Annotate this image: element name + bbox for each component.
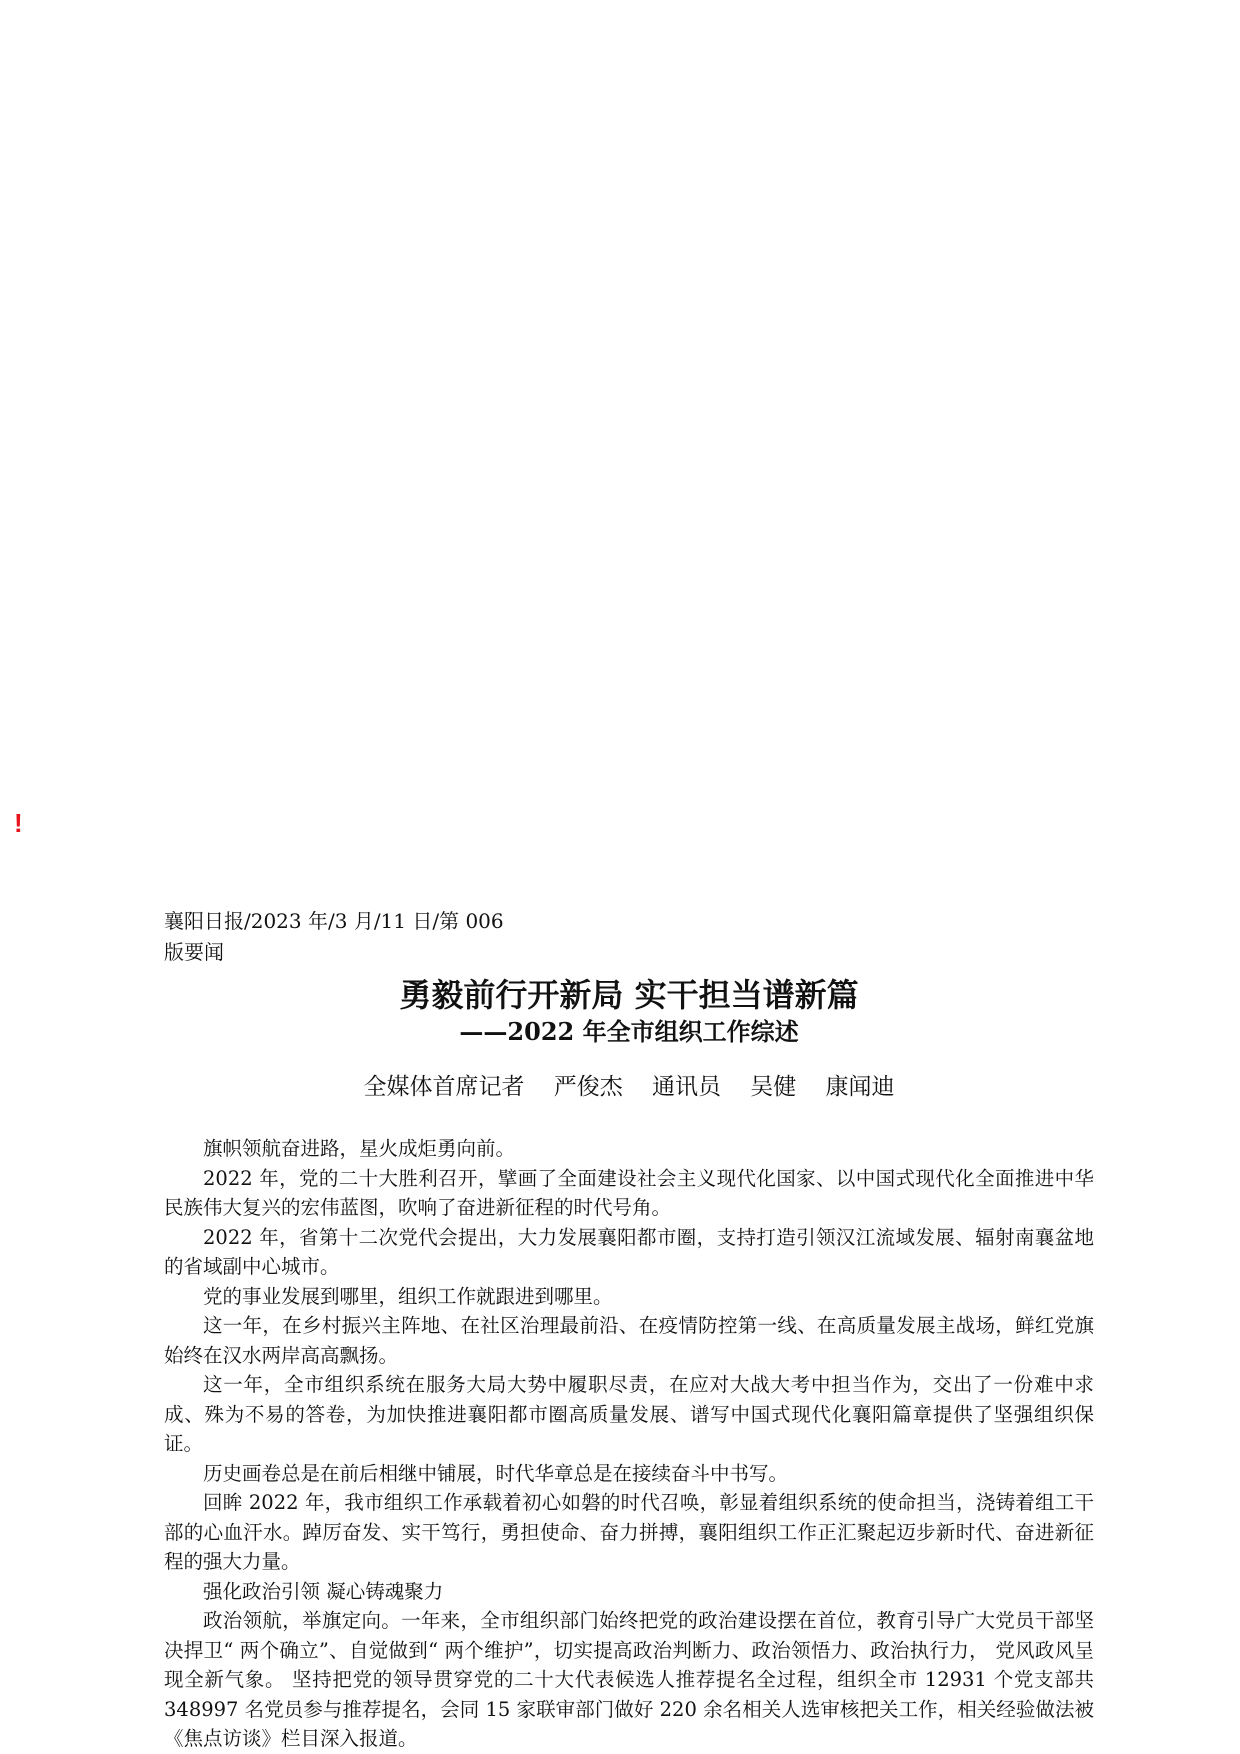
body-paragraph: 旗帜领航奋进路，星火成炬勇向前。 bbox=[203, 1137, 516, 1160]
source-line-continued: 版要闻 bbox=[164, 940, 224, 964]
body-paragraph: 2022 年，省第十二次党代会提出，大力发展襄阳都市圈，支持打造引领汉江流域发展、辐射南襄盆地的省域副中心城市。 bbox=[164, 1225, 1094, 1278]
body-paragraph: 回眸 2022 年，我市组织工作承载着初心如磐的时代召唤，彰显着组织系统的使命担当，浇铸着组工干部的心血汗水。踔厉奋发、实干笃行，勇担使命、奋力拼搏，襄阳组织工作正汇聚起迈步新时代、奋进新征程的强大力量。 bbox=[164, 1491, 1094, 1573]
section-heading: 强化政治引领 凝心铸魂聚力 bbox=[203, 1579, 444, 1603]
warning-mark: ! bbox=[14, 808, 23, 838]
article-body bbox=[164, 1134, 1094, 1754]
body-paragraph: 政治领航，举旗定向。一年来，全市组织部门始终把党的政治建设摆在首位，教育引导广大党员干部坚决捍卫“ 两个确立”、自觉做到“ 两个维护”，切实提高政治判断力、政治领悟力、政治执行力， 党风政风呈现全新气象。 坚持把党的领导贯穿党的二十大代表候选人推荐提名全过程，组织全市 12931 个党支部共 348997 名党员参与推荐提名，会同 15 家联审部门做好 220 余名相关人选审核把关工作，相关经验做法被《焦点访谈》栏目深入报道。 bbox=[164, 1609, 1094, 1750]
body-paragraph: 2022 年，党的二十大胜利召开，擘画了全面建设社会主义现代化国家、以中国式现代化全面推进中华民族伟大复兴的宏伟蓝图，吹响了奋进新征程的时代号角。 bbox=[164, 1166, 1094, 1219]
byline: 全媒体首席记者 严俊杰 通讯员 吴健 康闻迪 bbox=[363, 1074, 895, 1100]
body-paragraph: 历史画卷总是在前后相继中铺展，时代华章总是在接续奋斗中书写。 bbox=[203, 1461, 789, 1485]
body-paragraph: 这一年，全市组织系统在服务大局大势中履职尽责，在应对大战大考中担当作为，交出了一份难中求成、殊为不易的答卷，为加快推进襄阳都市圈高质量发展、谱写中国式现代化襄阳篇章提供了坚强组织保证。 bbox=[164, 1373, 1094, 1455]
body-paragraph: 这一年，在乡村振兴主阵地、在社区治理最前沿、在疫情防控第一线、在高质量发展主战场，鲜红党旗始终在汉水两岸高高飘扬。 bbox=[164, 1314, 1094, 1367]
article bbox=[164, 906, 1094, 1754]
source-line: 襄阳日报/2023 年/3 月/11 日/第 006 bbox=[164, 909, 504, 933]
headline: 勇毅前行开新局 实干担当谱新篇 bbox=[399, 976, 859, 1014]
body-paragraph: 党的事业发展到哪里，组织工作就跟进到哪里。 bbox=[203, 1284, 613, 1308]
subtitle: ——2022 年全市组织工作综述 bbox=[459, 1017, 799, 1046]
